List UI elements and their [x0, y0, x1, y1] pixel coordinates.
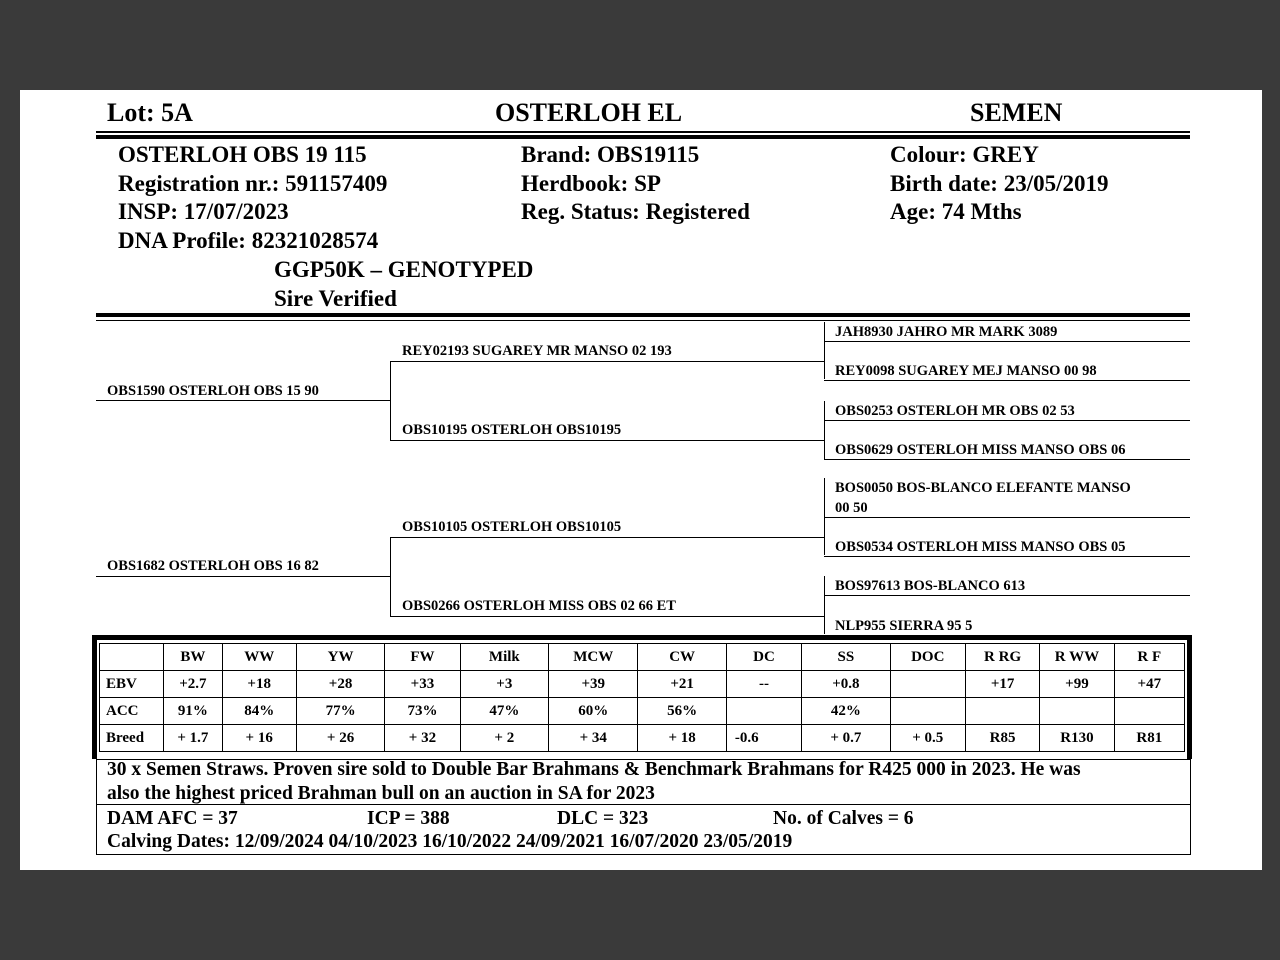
pedigree-great-grandparent: JAH8930 JAHRO MR MARK 3089 — [835, 324, 1058, 340]
pedigree-line — [96, 400, 390, 401]
ebv-cell: +47 — [1114, 671, 1184, 698]
dlc: DLC = 323 — [557, 808, 649, 829]
ebv-cell: +33 — [385, 671, 460, 698]
ebv-cell — [726, 698, 801, 725]
pedigree-dam-dam: OBS0266 OSTERLOH MISS OBS 02 66 ET — [402, 598, 676, 614]
icp: ICP = 388 — [367, 808, 450, 829]
ebv-cell: +39 — [549, 671, 638, 698]
pedigree-great-grandparent: BOS0050 BOS-BLANCO ELEFANTE MANSO — [835, 480, 1131, 496]
ebv-row — [100, 725, 1185, 752]
pedigree-dam-sire: OBS10105 OSTERLOH OBS10105 — [402, 519, 622, 535]
ebv-column-header: R RG — [965, 644, 1039, 671]
dam-afc: DAM AFC = 37 — [107, 808, 238, 829]
ebv-column-header: DC — [726, 644, 801, 671]
animal-name: OSTERLOH OBS 19 115 — [118, 142, 367, 167]
pedigree-great-grandparent: OBS0534 OSTERLOH MISS MANSO OBS 05 — [835, 539, 1126, 555]
ebv-cell: 73% — [385, 698, 460, 725]
ebv-row-label: EBV — [100, 671, 164, 698]
ebv-column-header: FW — [385, 644, 460, 671]
pedigree-rule-thin — [96, 320, 1190, 321]
registration-number: Registration nr.: 591157409 — [118, 171, 388, 196]
number-of-calves: No. of Calves = 6 — [773, 808, 914, 829]
pedigree-line — [390, 616, 824, 617]
lot-type: SEMEN — [970, 98, 1063, 127]
ebv-table — [99, 643, 1185, 752]
ebv-cell: + 16 — [222, 725, 296, 752]
pedigree-line — [390, 440, 824, 441]
ebv-column-header — [100, 644, 164, 671]
ebv-cell: +2.7 — [164, 671, 222, 698]
header-rule-thick — [96, 135, 1190, 139]
ebv-column-header: BW — [164, 644, 222, 671]
ebv-header-row — [100, 644, 1185, 671]
notes-line-2: also the highest priced Brahman bull on an auction in SA for 2023 — [107, 783, 655, 804]
pedigree-sire: OBS1590 OSTERLOH OBS 15 90 — [107, 383, 319, 399]
ebv-column-header: CW — [638, 644, 726, 671]
pedigree-line — [824, 517, 1190, 518]
ebv-cell: + 2 — [460, 725, 548, 752]
ebv-cell — [890, 671, 965, 698]
ebv-cell — [1114, 698, 1184, 725]
pedigree-line — [390, 537, 824, 538]
dna-profile: DNA Profile: 82321028574 — [118, 228, 379, 253]
ebv-cell: 47% — [460, 698, 548, 725]
ebv-cell: +0.8 — [802, 671, 890, 698]
genotyped-status: GGP50K – GENOTYPED — [274, 257, 534, 282]
ebv-cell: 60% — [549, 698, 638, 725]
lot-number: Lot: 5A — [107, 98, 193, 127]
pedigree-line — [824, 380, 1190, 381]
ebv-cell: 84% — [222, 698, 296, 725]
registration-status: Reg. Status: Registered — [521, 199, 750, 224]
pedigree-great-grandparent-cont: 00 50 — [835, 500, 868, 516]
pedigree-rule-thick — [96, 313, 1190, 317]
ebv-cell: + 0.7 — [802, 725, 890, 752]
pedigree-great-grandparent: REY0098 SUGAREY MEJ MANSO 00 98 — [835, 363, 1097, 379]
pedigree-great-grandparent: NLP955 SIERRA 95 5 — [835, 618, 973, 634]
ebv-column-header: MCW — [549, 644, 638, 671]
pedigree-connector — [824, 322, 825, 379]
pedigree-line — [824, 420, 1190, 421]
pedigree-line — [390, 361, 824, 362]
ebv-column-header: R F — [1114, 644, 1184, 671]
ebv-cell: +21 — [638, 671, 726, 698]
ebv-cell: 56% — [638, 698, 726, 725]
ebv-cell — [890, 698, 965, 725]
pedigree-line — [824, 595, 1190, 596]
ebv-cell: -0.6 — [726, 725, 801, 752]
ebv-cell — [1040, 698, 1114, 725]
pedigree-connector — [824, 576, 825, 634]
pedigree-connector — [390, 361, 391, 440]
pedigree-line — [96, 576, 390, 577]
ebv-cell: + 32 — [385, 725, 460, 752]
header-rule-thin — [96, 131, 1190, 133]
ebv-row-label: ACC — [100, 698, 164, 725]
ebv-cell: 42% — [802, 698, 890, 725]
pedigree-dam: OBS1682 OSTERLOH OBS 16 82 — [107, 558, 319, 574]
pedigree-line — [824, 459, 1190, 460]
ebv-column-header: Milk — [460, 644, 548, 671]
ebv-row-label: Breed — [100, 725, 164, 752]
ebv-column-header: WW — [222, 644, 296, 671]
pedigree-sire-dam: OBS10195 OSTERLOH OBS10195 — [402, 422, 622, 438]
ebv-frame-right — [1187, 635, 1192, 759]
calving-dates: Calving Dates: 12/09/2024 04/10/2023 16/10/2022 24/09/2021 16/07/2020 23/05/2019 — [107, 831, 793, 852]
ebv-column-header: DOC — [890, 644, 965, 671]
ebv-cell: + 34 — [549, 725, 638, 752]
ebv-cell: + 0.5 — [890, 725, 965, 752]
age: Age: 74 Mths — [890, 199, 1022, 224]
birth-date: Birth date: 23/05/2019 — [890, 171, 1109, 196]
pedigree-sire-sire: REY02193 SUGAREY MR MANSO 02 193 — [402, 343, 672, 359]
ebv-cell: +3 — [460, 671, 548, 698]
pedigree-line — [824, 556, 1190, 557]
ebv-column-header: SS — [802, 644, 890, 671]
ebv-row — [100, 671, 1185, 698]
ebv-cell: R81 — [1114, 725, 1184, 752]
ebv-cell: -- — [726, 671, 801, 698]
ebv-cell: +18 — [222, 671, 296, 698]
pedigree-great-grandparent: OBS0253 OSTERLOH MR OBS 02 53 — [835, 403, 1075, 419]
pedigree-line — [824, 341, 1190, 342]
inspection-date: INSP: 17/07/2023 — [118, 199, 289, 224]
herdbook: Herdbook: SP — [521, 171, 661, 196]
notes-line-1: 30 x Semen Straws. Proven sire sold to Double Bar Brahmans & Benchmark Brahmans for R425 000 in 2023. He was — [107, 759, 1081, 780]
colour: Colour: GREY — [890, 142, 1039, 167]
pedigree-great-grandparent: BOS97613 BOS-BLANCO 613 — [835, 578, 1026, 594]
ebv-cell: R85 — [965, 725, 1039, 752]
ebv-cell: +99 — [1040, 671, 1114, 698]
pedigree-connector — [390, 537, 391, 616]
page-title: OSTERLOH EL — [495, 98, 683, 127]
ebv-cell: 91% — [164, 698, 222, 725]
ebv-cell: + 18 — [638, 725, 726, 752]
sire-verified: Sire Verified — [274, 286, 397, 311]
ebv-column-header: R WW — [1040, 644, 1114, 671]
ebv-cell: +28 — [296, 671, 384, 698]
ebv-row — [100, 698, 1185, 725]
ebv-cell: R130 — [1040, 725, 1114, 752]
ebv-table-frame — [92, 635, 1192, 759]
ebv-cell: + 1.7 — [164, 725, 222, 752]
ebv-column-header: YW — [296, 644, 384, 671]
ebv-frame-left — [92, 635, 97, 759]
ebv-cell — [965, 698, 1039, 725]
ebv-cell: + 26 — [296, 725, 384, 752]
pedigree-great-grandparent: OBS0629 OSTERLOH MISS MANSO OBS 06 — [835, 442, 1126, 458]
pedigree-connector — [824, 401, 825, 459]
ebv-frame-top — [92, 635, 1192, 640]
brand: Brand: OBS19115 — [521, 142, 700, 167]
ebv-cell: +17 — [965, 671, 1039, 698]
ebv-cell: 77% — [296, 698, 384, 725]
